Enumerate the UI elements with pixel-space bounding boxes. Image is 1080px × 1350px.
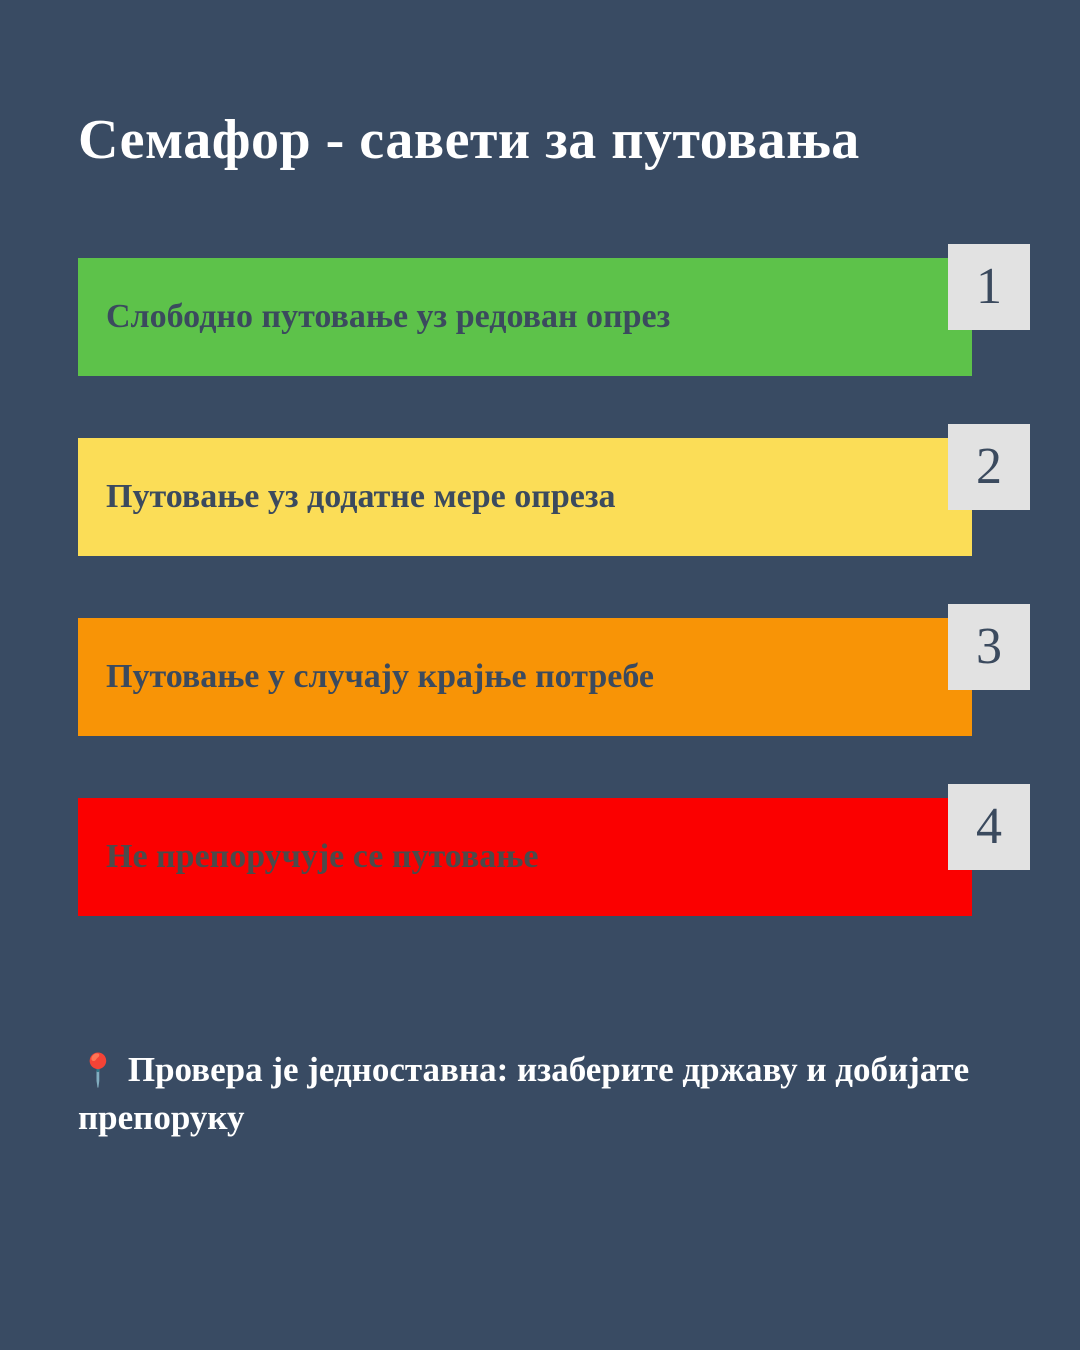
level-number-2: 2 [976, 438, 1002, 495]
level-bar-4 [78, 798, 972, 916]
level-number-box-3 [948, 604, 1030, 690]
list-item [0, 258, 1080, 376]
page-title: Семафор - савети за путовања [78, 109, 860, 171]
level-number-1: 1 [976, 258, 1002, 315]
level-label-2: Путовање уз додатне мере опреза [106, 477, 616, 515]
level-number-4: 4 [976, 798, 1002, 855]
footer-text: Провера је једноставна: изаберите државу и добијате препоруку [78, 1050, 970, 1138]
level-number-box-4 [948, 784, 1030, 870]
level-bar-1 [78, 258, 972, 376]
level-number-box-1 [948, 244, 1030, 330]
level-number-box-2 [948, 424, 1030, 510]
level-bar-3 [78, 618, 972, 736]
footer-note [78, 1046, 1018, 1143]
level-label-3: Путовање у случају крајње потребе [106, 657, 654, 695]
level-label-4: Не препоручује се путовање [106, 837, 539, 875]
level-bar-2 [78, 438, 972, 556]
list-item [0, 798, 1080, 916]
levels-list [0, 258, 1080, 978]
location-pin-icon: 📍 [78, 1052, 118, 1088]
level-label-1: Слободно путовање уз редован опрез [106, 297, 671, 335]
list-item [0, 438, 1080, 556]
list-item [0, 618, 1080, 736]
level-number-3: 3 [976, 618, 1002, 675]
